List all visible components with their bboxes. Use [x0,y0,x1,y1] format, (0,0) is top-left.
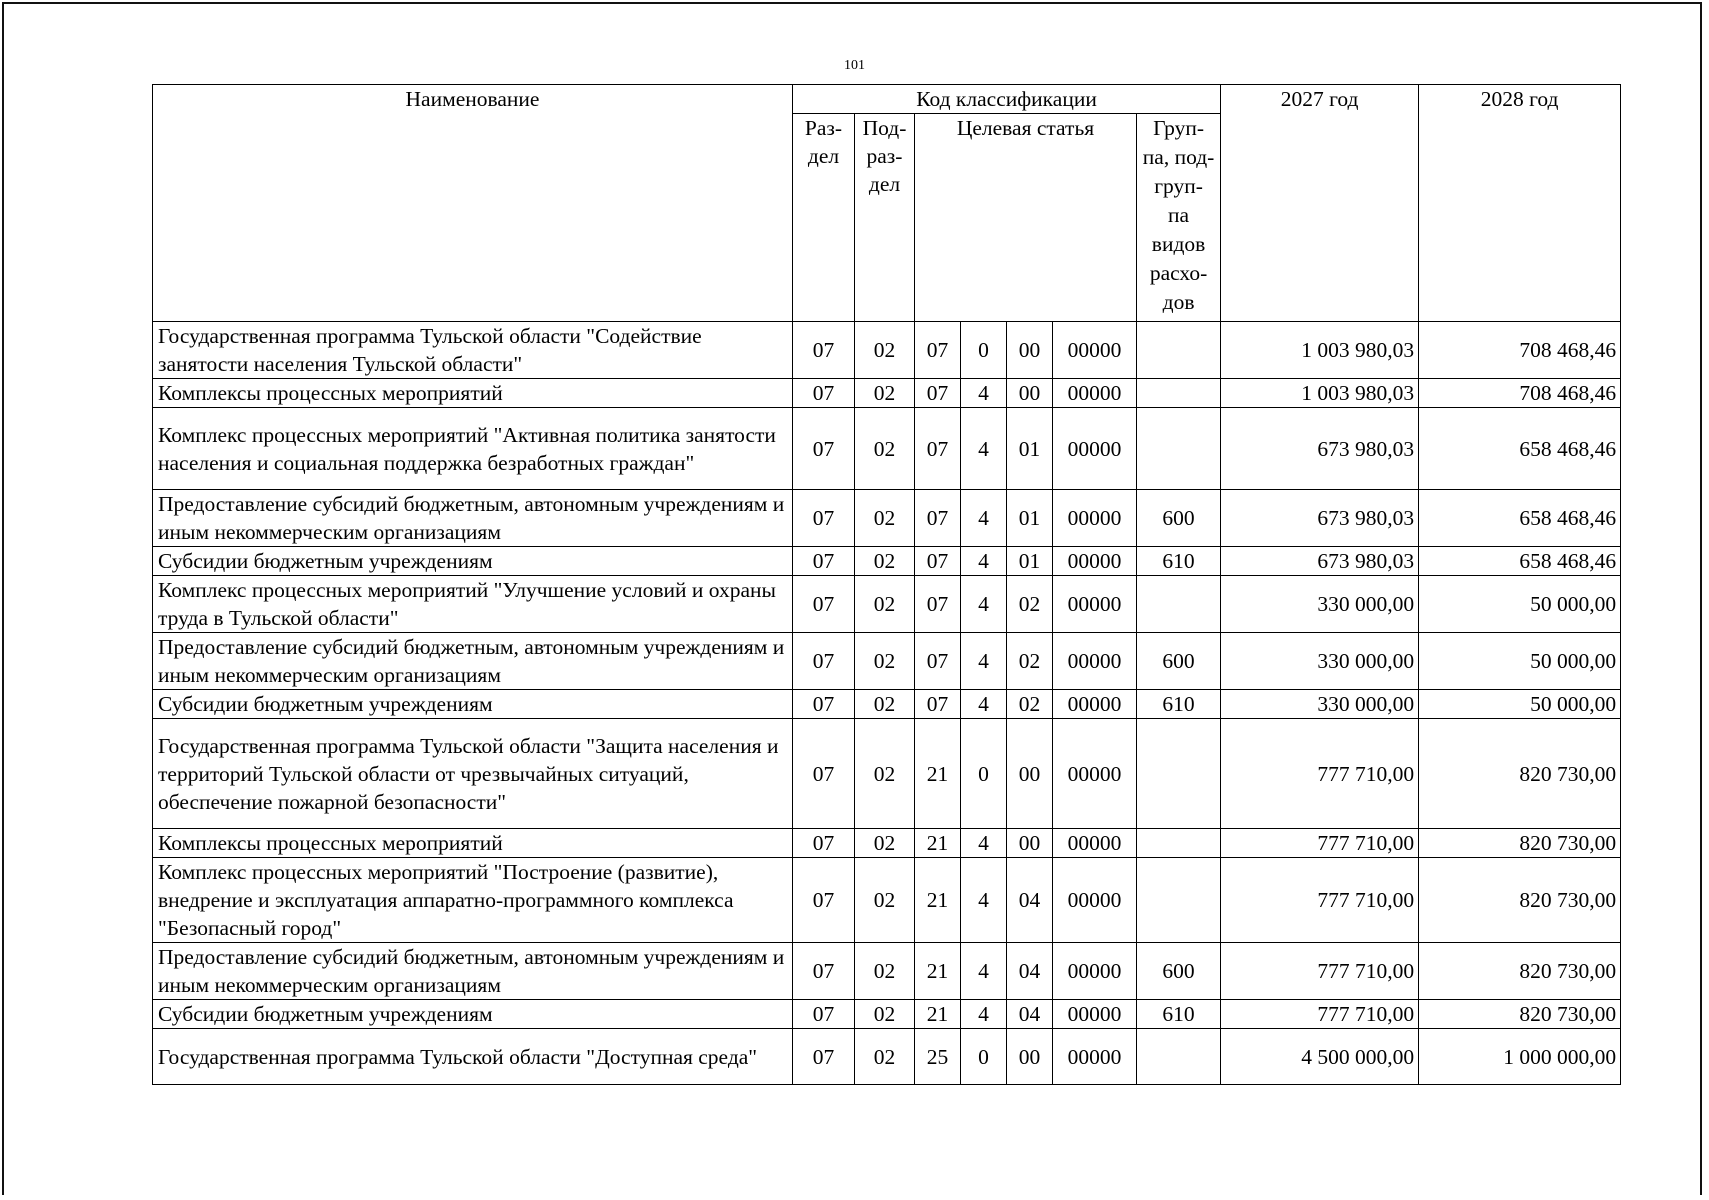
row-target-direction: 00000 [1053,379,1137,408]
header-razdel: Раз- дел [793,114,855,322]
row-expense-group [1137,576,1221,633]
row-target-program: 21 [915,719,961,829]
row-name: Субсидии бюджетным учреждениям [153,690,793,719]
row-expense-group: 600 [1137,943,1221,1000]
row-target-subprogram: 01 [1007,547,1053,576]
row-target-subprogram: 02 [1007,633,1053,690]
table-row [153,490,1621,547]
row-target-direction: 00000 [1053,576,1137,633]
row-target-subprogram: 01 [1007,408,1053,490]
row-name: Государственная программа Тульской области "Доступная среда" [153,1029,793,1085]
row-name: Государственная программа Тульской области "Защита населения и территорий Тульской области от чрезвычайных ситуаций, обеспечение пожарной безопасности" [153,719,793,829]
row-name: Комплекс процессных мероприятий "Построение (развитие), внедрение и эксплуатация аппаратно-программного комплекса "Безопасный город" [153,858,793,943]
row-amount-2028: 50 000,00 [1419,633,1621,690]
row-amount-2028: 820 730,00 [1419,943,1621,1000]
row-target-program: 21 [915,943,961,1000]
row-expense-group: 600 [1137,633,1221,690]
row-target-subprogram: 01 [1007,490,1053,547]
row-amount-2028: 708 468,46 [1419,379,1621,408]
row-target-program: 07 [915,576,961,633]
table-row [153,379,1621,408]
row-amount-2028: 820 730,00 [1419,1000,1621,1029]
row-podrazdel: 02 [855,547,915,576]
row-target-program: 07 [915,633,961,690]
row-target-subprogram: 00 [1007,379,1053,408]
row-target-direction: 00000 [1053,322,1137,379]
row-target-type: 4 [961,408,1007,490]
row-expense-group: 610 [1137,690,1221,719]
table-body [153,322,1621,1085]
row-razdel: 07 [793,1000,855,1029]
row-amount-2027: 777 710,00 [1221,1000,1419,1029]
row-target-program: 07 [915,690,961,719]
row-amount-2027: 330 000,00 [1221,576,1419,633]
row-amount-2027: 4 500 000,00 [1221,1029,1419,1085]
row-target-type: 0 [961,719,1007,829]
row-razdel: 07 [793,408,855,490]
row-razdel: 07 [793,633,855,690]
row-name: Субсидии бюджетным учреждениям [153,1000,793,1029]
row-razdel: 07 [793,1029,855,1085]
row-amount-2028: 820 730,00 [1419,719,1621,829]
row-target-type: 0 [961,322,1007,379]
row-amount-2028: 1 000 000,00 [1419,1029,1621,1085]
row-amount-2027: 330 000,00 [1221,690,1419,719]
table-row [153,633,1621,690]
row-target-program: 21 [915,858,961,943]
row-podrazdel: 02 [855,576,915,633]
row-target-program: 25 [915,1029,961,1085]
row-target-subprogram: 00 [1007,322,1053,379]
table-row [153,576,1621,633]
row-podrazdel: 02 [855,719,915,829]
row-name: Государственная программа Тульской области "Содействие занятости населения Тульской области" [153,322,793,379]
row-podrazdel: 02 [855,1029,915,1085]
row-amount-2028: 658 468,46 [1419,408,1621,490]
row-target-direction: 00000 [1053,829,1137,858]
row-target-subprogram: 00 [1007,1029,1053,1085]
row-amount-2027: 1 003 980,03 [1221,379,1419,408]
row-name: Комплекс процессных мероприятий "Улучшение условий и охраны труда в Тульской области" [153,576,793,633]
row-target-program: 07 [915,547,961,576]
row-expense-group [1137,719,1221,829]
row-podrazdel: 02 [855,1000,915,1029]
row-target-direction: 00000 [1053,547,1137,576]
row-target-direction: 00000 [1053,1029,1137,1085]
row-expense-group [1137,1029,1221,1085]
row-amount-2028: 50 000,00 [1419,690,1621,719]
header-year-2027: 2027 год [1221,85,1419,322]
row-amount-2028: 658 468,46 [1419,490,1621,547]
table-row [153,943,1621,1000]
row-amount-2027: 673 980,03 [1221,547,1419,576]
row-target-direction: 00000 [1053,1000,1137,1029]
row-expense-group [1137,858,1221,943]
row-razdel: 07 [793,858,855,943]
header-podrazdel: Под- раз- дел [855,114,915,322]
header-expense-group: Груп- па, под- груп- па видов расхо- дов [1137,114,1221,322]
row-expense-group [1137,322,1221,379]
row-target-direction: 00000 [1053,719,1137,829]
row-razdel: 07 [793,490,855,547]
row-target-subprogram: 02 [1007,576,1053,633]
row-podrazdel: 02 [855,858,915,943]
row-podrazdel: 02 [855,408,915,490]
row-amount-2027: 777 710,00 [1221,829,1419,858]
row-podrazdel: 02 [855,322,915,379]
table-row [153,547,1621,576]
table-row [153,322,1621,379]
row-target-direction: 00000 [1053,633,1137,690]
row-razdel: 07 [793,829,855,858]
table-row [153,858,1621,943]
row-target-type: 4 [961,858,1007,943]
table-row [153,829,1621,858]
row-expense-group [1137,379,1221,408]
row-target-program: 07 [915,408,961,490]
row-target-direction: 00000 [1053,490,1137,547]
row-name: Комплексы процессных мероприятий [153,829,793,858]
budget-table [152,84,1621,1085]
row-podrazdel: 02 [855,829,915,858]
row-target-type: 0 [961,1029,1007,1085]
row-target-type: 4 [961,690,1007,719]
row-podrazdel: 02 [855,490,915,547]
row-name: Субсидии бюджетным учреждениям [153,547,793,576]
row-podrazdel: 02 [855,943,915,1000]
row-expense-group: 610 [1137,1000,1221,1029]
page-number: 101 [844,58,865,73]
row-razdel: 07 [793,719,855,829]
row-amount-2028: 50 000,00 [1419,576,1621,633]
row-target-direction: 00000 [1053,943,1137,1000]
row-expense-group [1137,408,1221,490]
row-amount-2027: 673 980,03 [1221,408,1419,490]
row-podrazdel: 02 [855,633,915,690]
row-razdel: 07 [793,379,855,408]
row-target-type: 4 [961,490,1007,547]
row-razdel: 07 [793,547,855,576]
row-target-program: 21 [915,829,961,858]
row-target-type: 4 [961,633,1007,690]
row-amount-2027: 777 710,00 [1221,858,1419,943]
row-target-direction: 00000 [1053,690,1137,719]
row-name: Комплекс процессных мероприятий "Активная политика занятости населения и социальная поддержка безработных граждан" [153,408,793,490]
row-razdel: 07 [793,576,855,633]
row-amount-2027: 1 003 980,03 [1221,322,1419,379]
row-expense-group: 600 [1137,490,1221,547]
row-target-subprogram: 04 [1007,943,1053,1000]
row-podrazdel: 02 [855,379,915,408]
row-target-program: 21 [915,1000,961,1029]
table-row [153,719,1621,829]
row-amount-2027: 330 000,00 [1221,633,1419,690]
header-classification: Код классификации [793,85,1221,114]
row-target-program: 07 [915,379,961,408]
row-name: Предоставление субсидий бюджетным, автономным учреждениям и иным некоммерческим организациям [153,943,793,1000]
row-target-program: 07 [915,322,961,379]
row-razdel: 07 [793,322,855,379]
row-target-type: 4 [961,1000,1007,1029]
row-target-subprogram: 04 [1007,858,1053,943]
row-amount-2028: 658 468,46 [1419,547,1621,576]
row-expense-group [1137,829,1221,858]
row-target-direction: 00000 [1053,408,1137,490]
header-target-article: Целевая статья [915,114,1137,322]
row-name: Предоставление субсидий бюджетным, автономным учреждениям и иным некоммерческим организациям [153,490,793,547]
row-amount-2027: 777 710,00 [1221,719,1419,829]
header-year-2028: 2028 год [1419,85,1621,322]
row-target-type: 4 [961,379,1007,408]
row-target-type: 4 [961,943,1007,1000]
row-razdel: 07 [793,943,855,1000]
row-target-type: 4 [961,576,1007,633]
table-row [153,408,1621,490]
row-podrazdel: 02 [855,690,915,719]
header-name: Наименование [153,85,793,322]
row-target-type: 4 [961,547,1007,576]
row-target-program: 07 [915,490,961,547]
row-target-subprogram: 00 [1007,829,1053,858]
row-name: Предоставление субсидий бюджетным, автономным учреждениям и иным некоммерческим организациям [153,633,793,690]
row-amount-2028: 820 730,00 [1419,858,1621,943]
row-target-direction: 00000 [1053,858,1137,943]
row-target-subprogram: 04 [1007,1000,1053,1029]
row-amount-2028: 820 730,00 [1419,829,1621,858]
row-amount-2028: 708 468,46 [1419,322,1621,379]
table-row [153,690,1621,719]
row-razdel: 07 [793,690,855,719]
table-row [153,1000,1621,1029]
row-target-subprogram: 02 [1007,690,1053,719]
row-expense-group: 610 [1137,547,1221,576]
row-name: Комплексы процессных мероприятий [153,379,793,408]
table-row [153,1029,1621,1085]
row-amount-2027: 673 980,03 [1221,490,1419,547]
row-target-subprogram: 00 [1007,719,1053,829]
row-amount-2027: 777 710,00 [1221,943,1419,1000]
row-target-type: 4 [961,829,1007,858]
